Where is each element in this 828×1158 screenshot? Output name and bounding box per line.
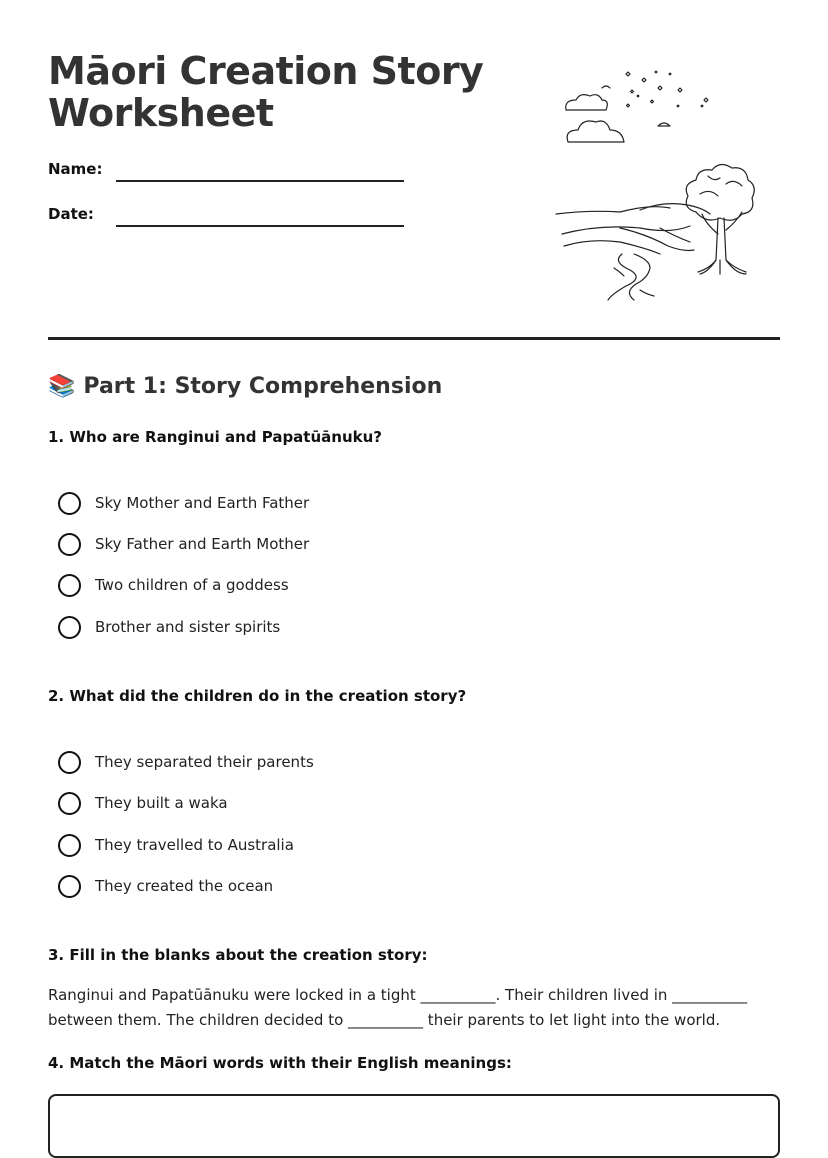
clouds-stars-icon (566, 71, 708, 142)
radio-button[interactable] (58, 751, 81, 774)
date-label: Date: (48, 205, 94, 223)
radio-button[interactable] (58, 574, 81, 597)
question-1: 1. Who are Ranginui and Papatūānuku? (48, 428, 382, 446)
option-label: Sky Mother and Earth Father (95, 494, 310, 512)
page-title: Māori Creation Story Worksheet (48, 49, 484, 135)
radio-button[interactable] (58, 875, 81, 898)
landscape-river-tree-icon (556, 164, 754, 300)
radio-button[interactable] (58, 792, 81, 815)
matching-box (48, 1094, 780, 1158)
option-label: Sky Father and Earth Mother (95, 535, 310, 553)
radio-button[interactable] (58, 834, 81, 857)
header-divider (48, 337, 780, 340)
option-label: They created the ocean (95, 877, 274, 895)
name-label: Name: (48, 160, 103, 178)
fill-in-blanks-paragraph: Ranginui and Papatūānuku were locked in a tight __________. Their children lived in __________ between them. The children decided to __________ their parents to let light into the world. (48, 986, 748, 1029)
question-2: 2. What did the children do in the creation story? (48, 687, 467, 705)
question-3: 3. Fill in the blanks about the creation story: (48, 946, 428, 964)
question-4: 4. Match the Māori words with their English meanings: (48, 1054, 512, 1072)
part1-heading (48, 374, 442, 399)
part1-heading-text: Part 1: Story Comprehension (83, 374, 443, 399)
radio-button[interactable] (58, 492, 81, 515)
radio-button[interactable] (58, 616, 81, 639)
option-label: Brother and sister spirits (95, 618, 281, 636)
option-label: They separated their parents (95, 753, 314, 771)
option-label: They built a waka (95, 794, 228, 812)
date-field[interactable] (116, 225, 404, 227)
radio-button[interactable] (58, 533, 81, 556)
name-field[interactable] (116, 180, 404, 182)
landscape-illustration (550, 64, 760, 309)
option-label: They travelled to Australia (95, 836, 294, 854)
books-icon: 📚 (48, 374, 76, 399)
option-label: Two children of a goddess (95, 576, 289, 594)
